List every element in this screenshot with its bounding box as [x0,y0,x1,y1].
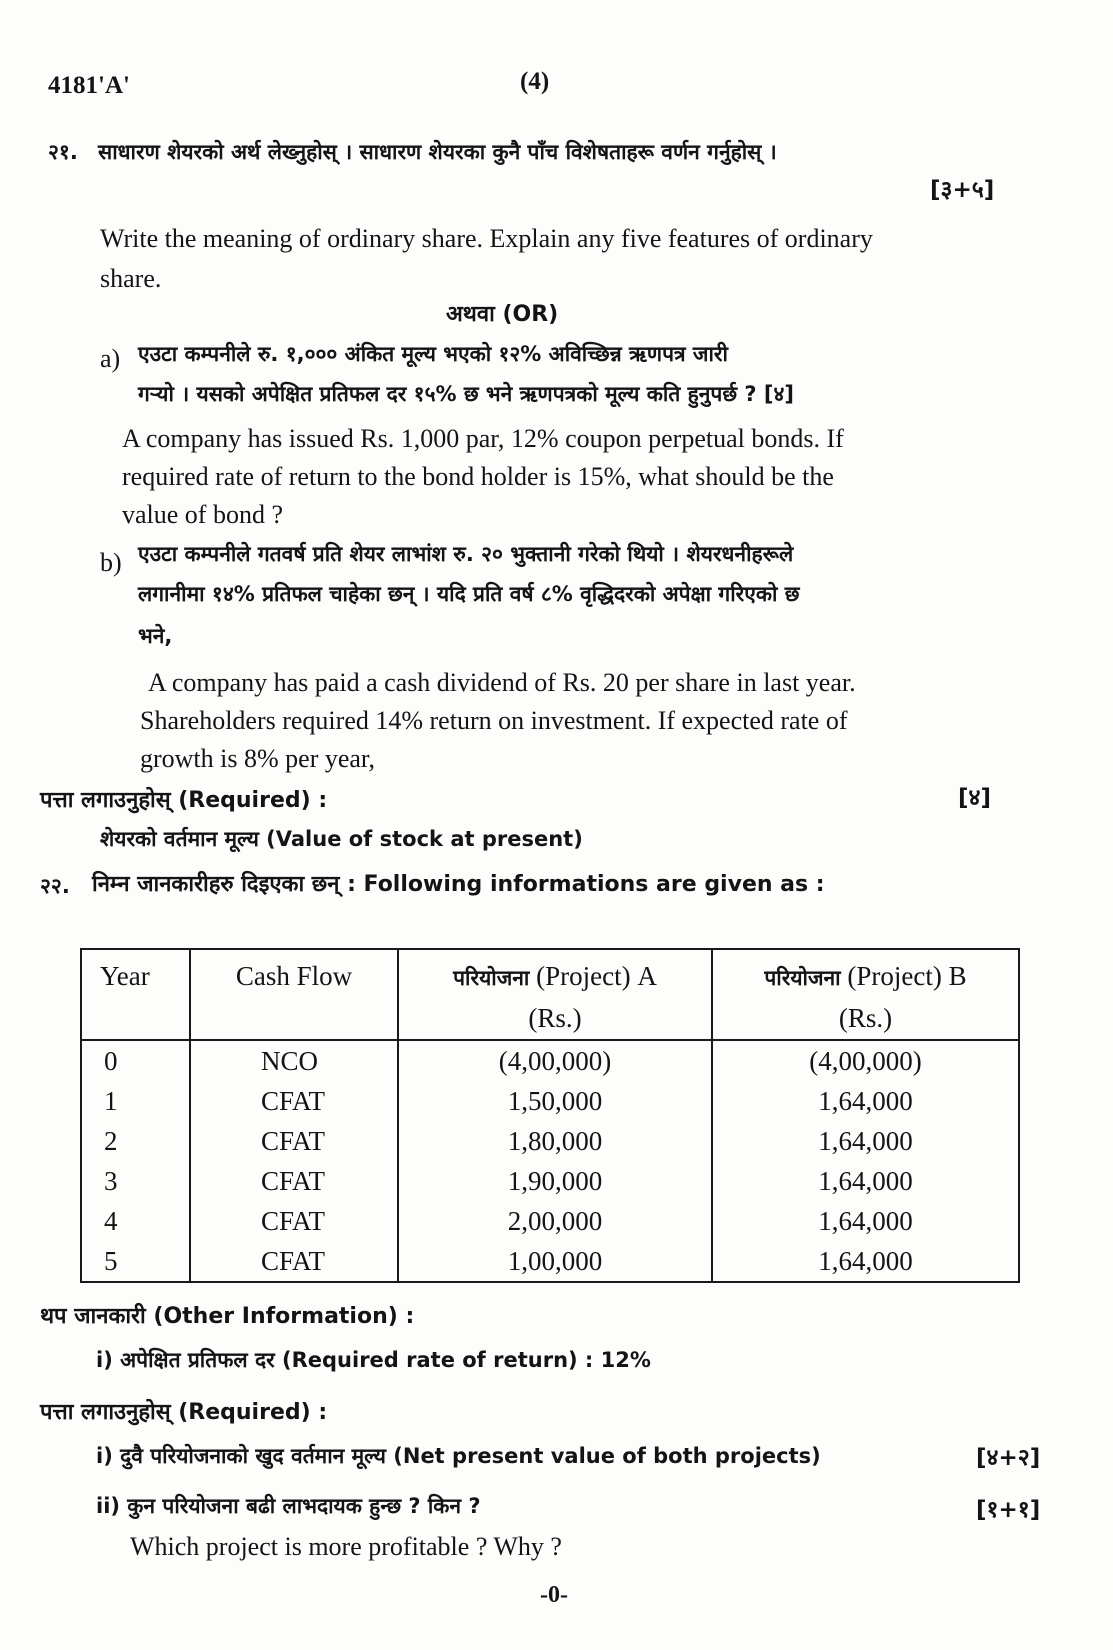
table-header-row [81,949,1019,1040]
cell-project-a: 1,00,000 [398,1241,712,1282]
other-info-label: थप जानकारी (Other Information) : [40,1304,415,1329]
q21b-np-line3: भने, [138,624,173,648]
q22-req1: i) दुवै परियोजनाको खुद वर्तमान मूल्य (Net present value of both projects) [96,1444,821,1468]
cell-project-b: (4,00,000) [712,1040,1019,1081]
q21-marks: [३+५] [930,177,995,203]
cell-project-b: 1,64,000 [712,1241,1019,1282]
header-project-b-np: परियोजना [764,966,841,990]
q21-en-line2: share. [100,264,162,293]
header-project-a [398,949,712,1040]
q21-required-item [100,824,583,853]
header-project-a-np: परियोजना [453,966,530,990]
q21b-en-line2: Shareholders required 14% return on investment. If expected rate of [140,706,848,735]
q21-required-label: पत्ता लगाउनुहोस् (Required) : [40,788,328,813]
cash-flow-table [80,948,1020,1283]
q21-required-marks: [४] [958,785,991,811]
q21b-label: b) [100,548,122,577]
cell-year: 3 [81,1161,190,1201]
header-project-b-unit: (Rs.) [838,1003,893,1033]
other-info-item: i) अपेक्षित प्रतिफल दर (Required rate of return) : 12% [96,1348,651,1372]
q21-en-line1: Write the meaning of ordinary share. Explain any five features of ordinary [100,224,873,253]
cell-cash-flow: CFAT [190,1241,398,1282]
cell-project-a: 1,80,000 [398,1121,712,1161]
cell-project-a: 1,50,000 [398,1081,712,1121]
q22-req2: ii) कुन परियोजना बढी लाभदायक हुन्छ ? किन ? [96,1494,481,1518]
cell-project-b: 1,64,000 [712,1201,1019,1241]
q21a-np-line2: गऱ्यो । यसको अपेक्षित प्रतिफल दर १५% छ भने ऋणपत्रको मूल्य कति हुनुपर्छ ? [४] [138,382,794,406]
cell-cash-flow: CFAT [190,1121,398,1161]
q21a-np-line1: एउटा कम्पनीले रु. १,००० अंकित मूल्य भएको १२% अविच्छिन्न ऋणपत्र जारी [138,342,728,366]
q21-required-item-text: शेयरको वर्तमान मूल्य (Value of stock at present) [100,827,583,851]
cell-year: 5 [81,1241,190,1282]
cell-cash-flow: CFAT [190,1161,398,1201]
cell-project-b: 1,64,000 [712,1161,1019,1201]
q21a-en-line1: A company has issued Rs. 1,000 par, 12% coupon perpetual bonds. If [122,424,844,453]
or-label: अथवा (OR) [446,302,559,327]
cell-year: 1 [81,1081,190,1121]
cell-project-b: 1,64,000 [712,1081,1019,1121]
table-row [81,1121,1019,1161]
q21-np-text: साधारण शेयरको अर्थ लेख्नुहोस् । साधारण शेयरका कुनै पाँच विशेषताहरू वर्णन गर्नुहोस् । [98,140,777,164]
page-footer: -0- [540,1582,568,1608]
q21a-en-line3: value of bond ? [122,500,284,529]
q21b-en-line3: growth is 8% per year, [140,744,376,773]
q22-req2-marks: [१+१] [976,1497,1041,1523]
cell-project-b: 1,64,000 [712,1121,1019,1161]
q22-intro: निम्न जानकारीहरु दिइएका छन् : Following informations are given as : [92,872,825,897]
q21a-en-line2: required rate of return to the bond holder is 15%, what should be the [122,462,834,491]
cell-cash-flow: CFAT [190,1081,398,1121]
paper-code: 4181'A' [48,72,130,99]
cell-year: 4 [81,1201,190,1241]
cell-cash-flow: NCO [190,1040,398,1081]
q22-required-label: पत्ता लगाउनुहोस् (Required) : [40,1400,328,1425]
header-cash-flow: Cash Flow [190,949,398,1040]
cell-project-a: 1,90,000 [398,1161,712,1201]
table-row [81,1040,1019,1081]
header-project-b [712,949,1019,1040]
page-number: (4) [520,68,550,95]
table-row [81,1201,1019,1241]
q21b-np-line1: एउटा कम्पनीले गतवर्ष प्रति शेयर लाभांश रु. २० भुक्तानी गरेको थियो । शेयरधनीहरूले [138,542,794,566]
cell-cash-flow: CFAT [190,1201,398,1241]
q21a-label: a) [100,344,121,373]
q21b-np-line2: लगानीमा १४% प्रतिफल चाहेका छन् । यदि प्रति वर्ष ८% वृद्धिदरको अपेक्षा गरिएको छ [138,582,800,606]
q22-req1-marks: [४+२] [976,1445,1041,1471]
table-row [81,1081,1019,1121]
header-year: Year [81,949,190,1040]
q22-number: २२. [40,874,70,898]
table-row [81,1161,1019,1201]
q21-number: २१. [48,140,78,164]
cell-project-a: 2,00,000 [398,1201,712,1241]
header-project-a-en: (Project) A [536,961,657,991]
table-row [81,1241,1019,1282]
header-project-a-unit: (Rs.) [528,1003,582,1033]
header-project-b-en: (Project) B [847,961,967,991]
cell-year: 2 [81,1121,190,1161]
cell-year: 0 [81,1040,190,1081]
q22-req2-en: Which project is more profitable ? Why ? [130,1532,562,1561]
q21b-en-line1: A company has paid a cash dividend of Rs. 20 per share in last year. [148,668,856,697]
cell-project-a: (4,00,000) [398,1040,712,1081]
